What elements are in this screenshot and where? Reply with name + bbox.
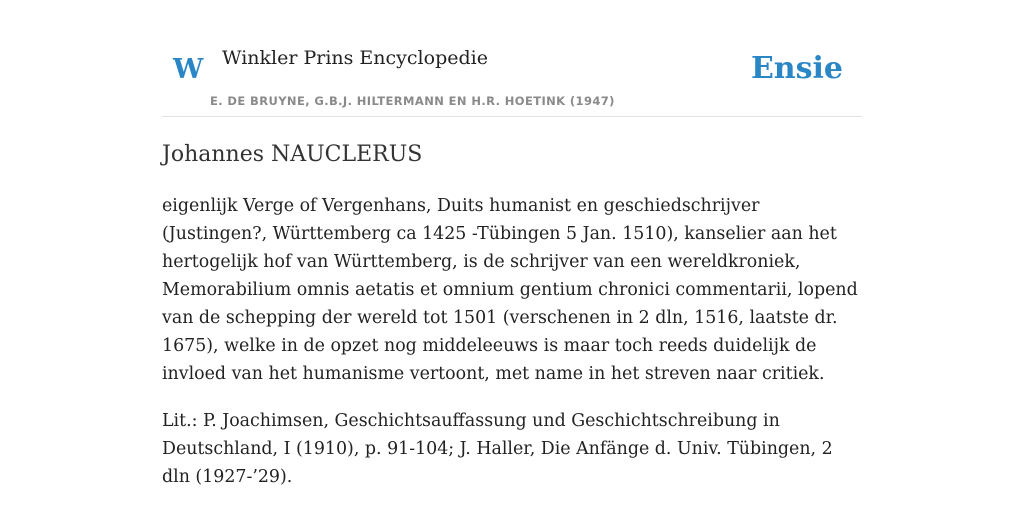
literature-paragraph: Lit.: P. Joachimsen, Geschichtsauffassung und Geschichtschreibung in Deutschland, I (1910), p. 91-104; J. Haller, Die Anfänge d. Univ. Tübingen, 2 dln (1927-’29). xyxy=(162,411,833,487)
source-title[interactable]: Winkler Prins Encyclopedie xyxy=(222,47,488,69)
ensie-logo[interactable]: Ensie xyxy=(750,51,843,86)
encyclopedia-logo[interactable]: W xyxy=(173,54,204,85)
article-body xyxy=(162,192,862,510)
source-authors: E. DE BRUYNE, G.B.J. HILTERMANN EN H.R. HOETINK (1947) xyxy=(210,94,615,108)
article-title: Johannes NAUCLERUS xyxy=(162,142,423,167)
header xyxy=(162,0,862,117)
article-paragraph: eigenlijk Verge of Vergenhans, Duits humanist en geschiedschrijver (Justingen?, Württemberg ca 1425 -Tübingen 5 Jan. 1510), kanselier aan het hertogelijk hof van Württemberg, is de schrijver van een wereldkroniek, Memorabilium omnis aetatis et omnium gentium chronici commentarii, lopend van de schepping der wereld tot 1501 (verschenen in 2 dln, 1516, laatste dr. 1675), welke in de opzet nog middeleeuws is maar toch reeds duidelijk de invloed van het humanisme vertoont, met name in het streven naar critiek. xyxy=(162,196,858,384)
